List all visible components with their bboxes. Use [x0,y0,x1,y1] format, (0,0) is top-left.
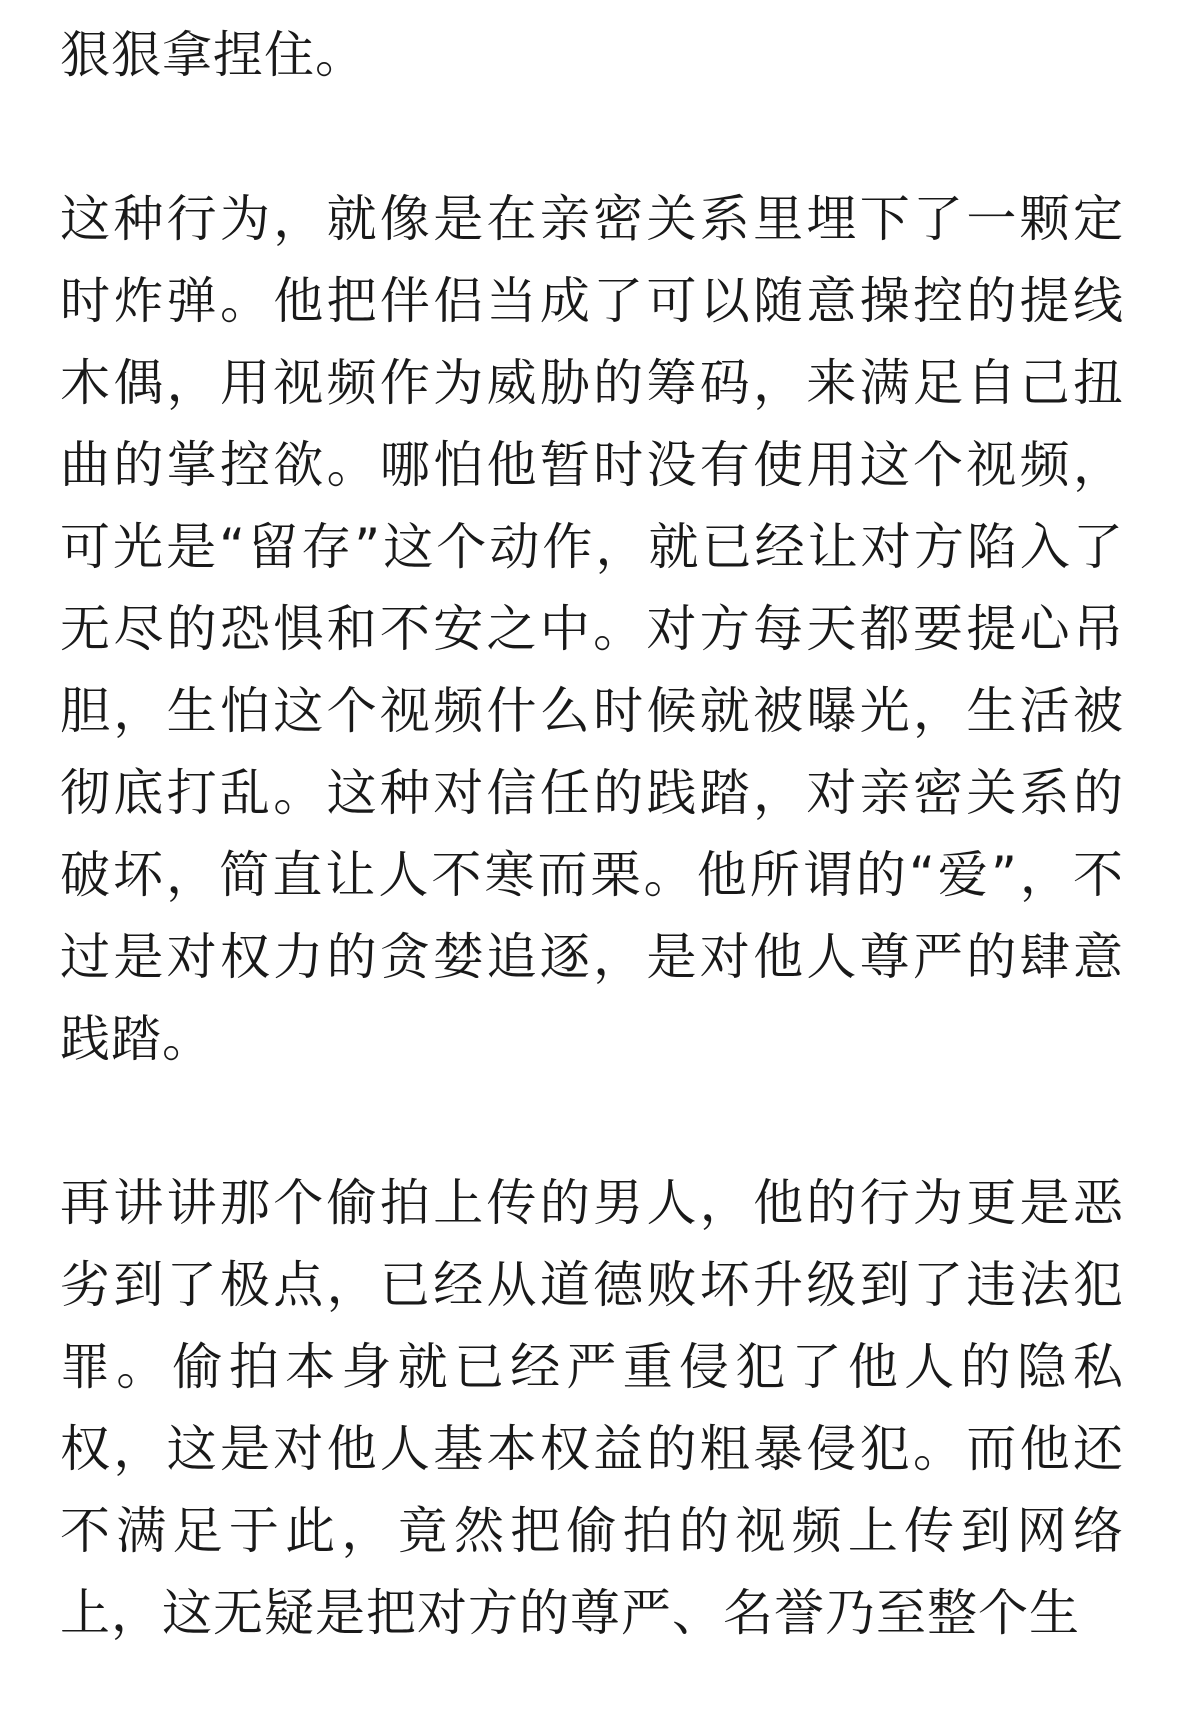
paragraph-1: 狠狠拿捏住。 [60,26,366,84]
paragraph-2: 这种行为，就像是在亲密关系里埋下了一颗定时炸弹。他把伴侣当成了可以随意操控的提线木偶，用视频作为威胁的筹码，来满足自己扭曲的掌控欲。哪怕他暂时没有使用这个视频，可光是“留存”这个动作，就已经让对方陷入了无尽的恐惧和不安之中。对方每天都要提心吊胆，生怕这个视频什么时候就被曝光，生活被彻底打乱。这种对信任的践踏，对亲密关系的破坏，简直让人不寒而栗。他所谓的“爱”，不过是对权力的贪婪追逐，是对他人尊严的肆意践踏。 [60,190,1124,1068]
paragraph-3: 再讲讲那个偷拍上传的男人，他的行为更是恶劣到了极点，已经从道德败坏升级到了违法犯罪。偷拍本身就已经严重侵犯了他人的隐私权，这是对他人基本权益的粗暴侵犯。而他还不满足于此，竟然把偷拍的视频上传到网络上，这无疑是把对方的尊严、名誉乃至整个生 [60,1174,1124,1642]
article-body [60,14,1124,1736]
